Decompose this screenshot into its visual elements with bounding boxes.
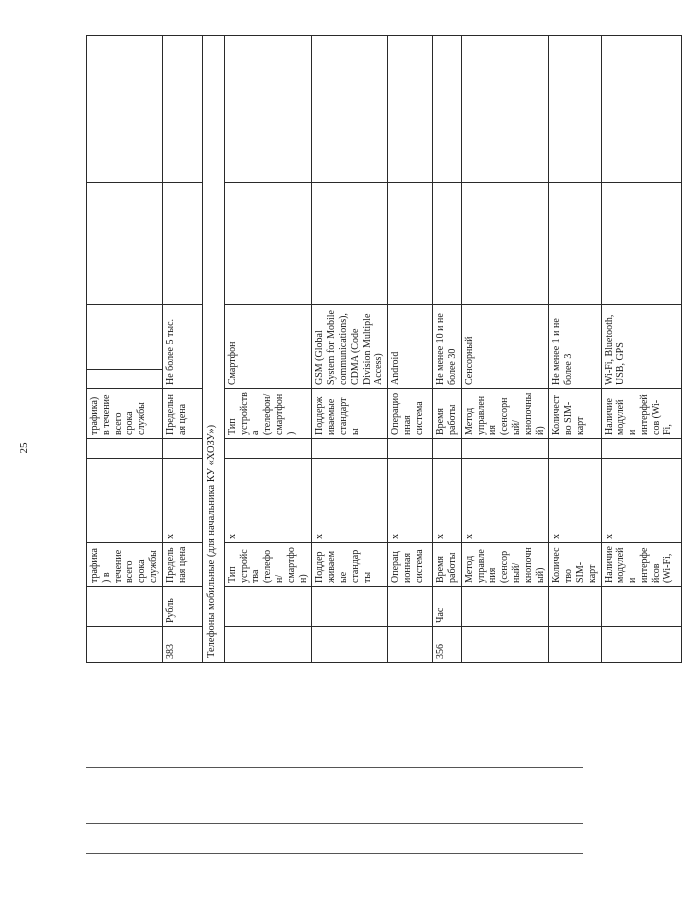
extra-cell [388, 183, 433, 305]
extra-cell [388, 36, 433, 183]
table-row [461, 36, 549, 663]
extra-cell [87, 305, 163, 370]
rule-line [86, 767, 583, 768]
rule-line [86, 853, 583, 854]
unit-cell [87, 587, 163, 627]
unit-cell: Час [433, 587, 462, 627]
unit-cell [224, 587, 312, 627]
value-cell: Смартфон [224, 305, 312, 389]
x-cell [87, 459, 163, 543]
extra-cell [601, 183, 681, 305]
page-number: 25 [18, 442, 30, 454]
gap-cell [388, 439, 433, 459]
value-cell: Wi-Fi, Bluetooth, USB, GPS [601, 305, 681, 389]
value-cell: GSM (Global System for Mobile communications), CDMA (Code Division Multiple Access) [312, 305, 388, 389]
gap-cell [87, 439, 163, 459]
value-cell: Не более 5 тыс. [162, 305, 202, 389]
table-row [224, 36, 312, 663]
gap-cell [433, 439, 462, 459]
x-cell: x [312, 459, 388, 543]
code-cell [461, 627, 549, 663]
desc-cell: Операционная система [388, 543, 433, 587]
section-title: Телефоны мобильные (для начальника КУ «ХОЗУ») [202, 36, 224, 663]
desc-cell: Время работы [433, 389, 462, 439]
x-cell: x [224, 459, 312, 543]
desc-cell: Количество SIM-карт [549, 543, 601, 587]
section-row [202, 36, 224, 663]
desc-cell: Операционная система [388, 389, 433, 439]
gap-cell [601, 439, 681, 459]
code-cell: 356 [433, 627, 462, 663]
extra-cell [461, 36, 549, 183]
desc-cell: трафика) в течение всего срока службы [87, 389, 163, 439]
x-cell: x [162, 459, 202, 543]
gap-cell [461, 439, 549, 459]
extra-cell [312, 36, 388, 183]
unit-cell [461, 587, 549, 627]
desc-cell: Предельная цена [162, 543, 202, 587]
code-cell [388, 627, 433, 663]
x-cell: x [433, 459, 462, 543]
gap-cell [162, 439, 202, 459]
extra-cell [433, 183, 462, 305]
extra-cell [601, 36, 681, 183]
extra-cell [224, 36, 312, 183]
desc-cell: Предельная цена [162, 389, 202, 439]
value-cell: Не менее 1 и не более 3 [549, 305, 601, 389]
unit-cell [312, 587, 388, 627]
extra-cell [461, 183, 549, 305]
value-cell: Не менее 10 и не более 30 [433, 305, 462, 389]
code-cell [224, 627, 312, 663]
specs-table [86, 35, 682, 663]
desc-cell: Метод управления (сенсорный/кнопочный) [461, 543, 549, 587]
x-cell: x [388, 459, 433, 543]
code-cell [549, 627, 601, 663]
x-cell: x [461, 459, 549, 543]
code-cell [87, 627, 163, 663]
value-cell: Android [388, 305, 433, 389]
table-row [312, 36, 388, 663]
desc-cell: Тип устройства (телефон/смартфон) [224, 389, 312, 439]
unit-cell [388, 587, 433, 627]
desc-cell: трафика) в течение всего срока службы [87, 543, 163, 587]
gap-cell [224, 439, 312, 459]
extra-cell [312, 183, 388, 305]
x-cell: x [549, 459, 601, 543]
rule-line [86, 823, 583, 824]
extra-cell [549, 36, 601, 183]
extra-cell [162, 183, 202, 305]
desc-cell: Наличие модулей и интерфейсов (Wi-Fi, [601, 543, 681, 587]
unit-cell: Рубль [162, 587, 202, 627]
table-row [162, 36, 202, 663]
table-row [433, 36, 462, 663]
desc-cell: Метод управления (сенсорный/кнопочный) [461, 389, 549, 439]
table-container [86, 36, 674, 663]
code-cell [312, 627, 388, 663]
value-cell: Сенсорный [461, 305, 549, 389]
extra-cell [87, 36, 163, 183]
extra-cell [433, 36, 462, 183]
x-cell: x [601, 459, 681, 543]
value-cell [87, 370, 163, 389]
desc-cell: Тип устройства (телефон/смартфон) [224, 543, 312, 587]
rotated-table-area [86, 36, 674, 663]
desc-cell: Количество SIM-карт [549, 389, 601, 439]
gap-cell [312, 439, 388, 459]
extra-cell [162, 36, 202, 183]
extra-cell [87, 183, 163, 305]
table-row [601, 36, 681, 663]
code-cell: 383 [162, 627, 202, 663]
desc-cell: Поддерживаемые стандарты [312, 543, 388, 587]
desc-cell: Поддерживаемые стандарты [312, 389, 388, 439]
code-cell [601, 627, 681, 663]
unit-cell [601, 587, 681, 627]
desc-cell: Наличие модулей и интерфейсов (Wi-Fi, [601, 389, 681, 439]
extra-cell [549, 183, 601, 305]
table-row [549, 36, 601, 663]
desc-cell: Время работы [433, 543, 462, 587]
extra-cell [224, 183, 312, 305]
table-row [388, 36, 433, 663]
unit-cell [549, 587, 601, 627]
table-row [87, 36, 163, 663]
gap-cell [549, 439, 601, 459]
